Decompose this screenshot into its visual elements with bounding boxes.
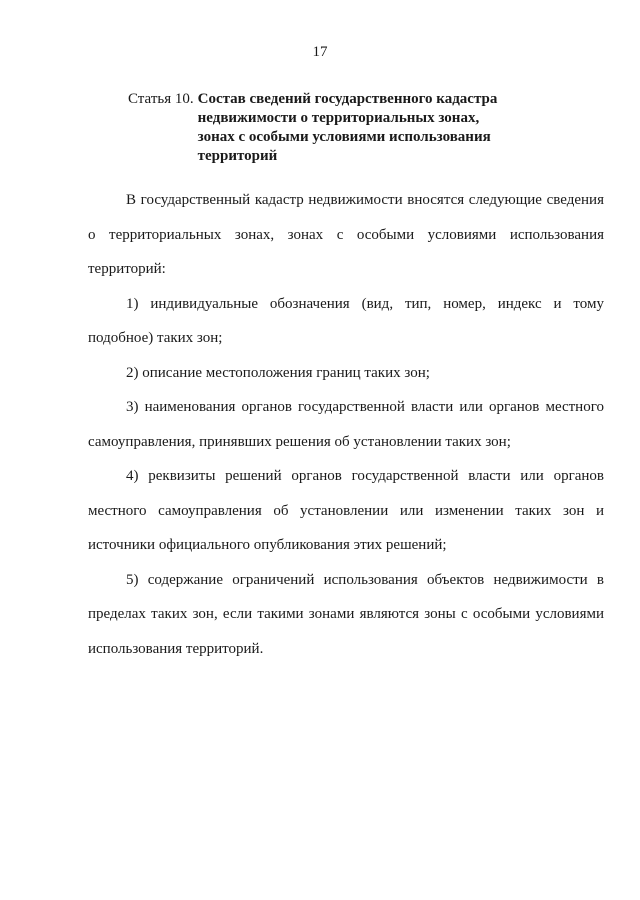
article-title-line: зонах с особыми условиями использования	[197, 129, 491, 145]
paragraph-line: территорий:	[88, 261, 166, 277]
article-prefix: Статья 10.	[128, 91, 194, 107]
article-body	[88, 183, 604, 666]
paragraph-line: местного самоуправления об установлении или изменении таких зон и	[88, 502, 604, 519]
paragraph-line: источники официального опубликования этих решений;	[88, 537, 447, 553]
paragraph-line: 3) наименования органов государственной власти или органов местного	[126, 399, 604, 415]
list-item-5	[88, 563, 604, 667]
page-number: 17	[312, 44, 328, 60]
list-item-3	[88, 390, 604, 459]
list-item-2	[88, 356, 604, 391]
list-item-1	[88, 287, 604, 356]
paragraph-line: 5) содержание ограничений использования объектов недвижимости в	[126, 571, 604, 588]
paragraph-line: пределах таких зон, если такими зонами являются зоны с особыми условиями	[88, 606, 604, 622]
paragraph-line: самоуправления, принявших решения об установлении таких зон;	[88, 433, 511, 450]
paragraph-line: 1) индивидуальные обозначения (вид, тип, номер, индекс и тому	[126, 295, 604, 312]
article-title-line: территорий	[197, 148, 278, 164]
paragraph-line: 4) реквизиты решений органов государственной власти или органов	[126, 468, 604, 484]
article-heading	[128, 90, 568, 166]
paragraph-line: подобное) таких зон;	[88, 330, 223, 346]
article-title-line: Состав сведений государственного кадастра	[197, 91, 498, 107]
article-title	[198, 90, 498, 166]
paragraph-line: использования территорий.	[88, 640, 264, 657]
paragraph-line: В государственный кадастр недвижимости вносятся следующие сведения	[126, 192, 604, 208]
paragraph-line: 2) описание местоположения границ таких зон;	[126, 364, 430, 381]
list-item-4	[88, 459, 604, 563]
paragraph-line: о территориальных зонах, зонах с особыми условиями использования	[88, 226, 604, 243]
intro-paragraph	[88, 183, 604, 287]
article-title-line: недвижимости о территориальных зонах,	[197, 110, 480, 126]
